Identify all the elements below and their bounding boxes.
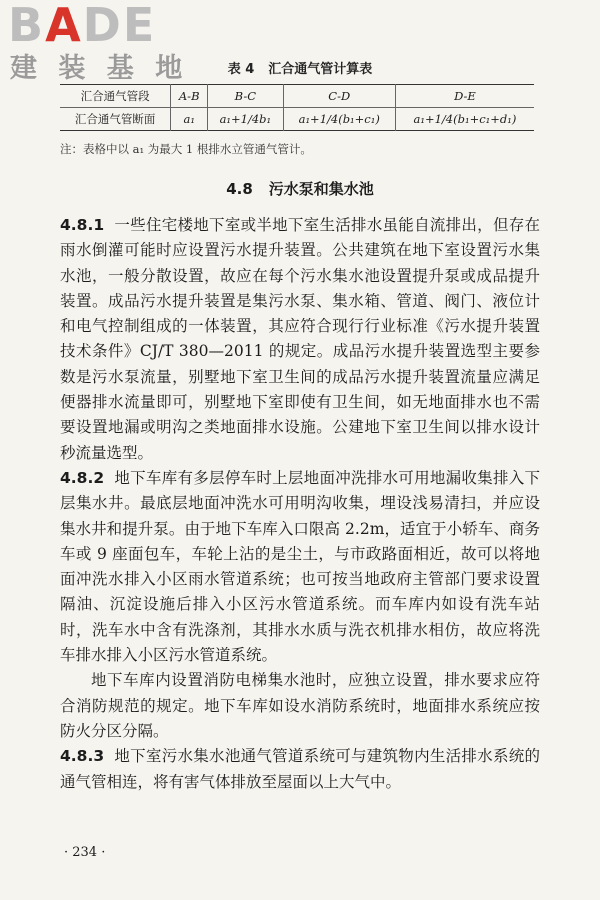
table-title: 汇合通气管计算表	[268, 62, 373, 77]
table-cell: a₁+1/4(b₁+c₁)	[283, 108, 395, 131]
table-row	[60, 108, 534, 131]
table-cell: A-B	[171, 85, 208, 108]
brand-logo	[6, 2, 196, 94]
section-number: 4.8	[226, 180, 253, 198]
logo-subtitle: 建 装 基 地	[10, 53, 189, 84]
clause-text: 地下车库有多层停车时上层地面冲洗排水可用地漏收集排入下层集水井。最底层地面冲洗水可用明沟收集，埋设浅易清扫，并应设集水井和提升泵。由于地下车库入口限高 2.2m，适宜于小轿车、商务车或 9 座面包车，车轮上沾的是尘土，与市政路面相近，故可以将地面冲洗水排入小区雨水管道系统；也可按当地政府主管部门要求设置隔油、沉淀设施后排入小区污水管道系统。而车库内如设有洗车站时，洗车水中含有洗涤剂，其排水水质与洗衣机排水相仿，故应将洗车排水排入小区污水管道系统。	[60, 468, 540, 665]
clause-text: 一些住宅楼地下室或半地下室生活排水虽能自流排出，但存在雨水倒灌可能时应设置污水提升装置。公共建筑在地下室设置污水集水池，一般分散设置，故应在每个污水集水池设置提升泵或成品提升装置。成品污水提升装置是集污水泵、集水箱、管道、阀门、液位计和电气控制组成的一体装置，其应符合现行行业标准《污水提升装置技术条件》CJ/T 380—2011 的规定。成品污水提升装置选型主要参数是污水泵流量，别墅地下室卫生间的成品污水提升装置流量应满足便器排水流量即可，别墅地下室即使有卫生间，如无地面排水也不需要设置地漏或明沟之类地面排水设施。公建地下室卫生间以排水设计秒流量选型。	[60, 216, 540, 462]
table-cell: D-E	[395, 85, 534, 108]
clause-number: 4.8.3	[60, 747, 105, 766]
clause-number: 4.8.1	[60, 216, 105, 234]
page-number: · 234 ·	[64, 845, 106, 860]
logo-wordmark	[8, 0, 157, 52]
table-cell: a₁+1/4b₁	[208, 108, 283, 131]
table-cell: C-D	[283, 85, 395, 108]
clause-paragraph	[60, 668, 540, 744]
table-number: 表 4	[227, 62, 255, 77]
clause-paragraph	[60, 466, 540, 668]
logo-prefix: B	[8, 0, 46, 52]
clause-number: 4.8.2	[60, 468, 105, 487]
body-text	[60, 213, 540, 795]
table-cell: 汇合通气管段	[60, 85, 171, 108]
table-cell: a₁	[171, 108, 208, 131]
vent-pipe-table	[60, 84, 534, 131]
logo-accent-letter: A	[45, 0, 83, 52]
clause-text: 地下室污水集水池通气管道系统可与建筑物内生活排水系统的通气管相连，将有害气体排放至屋面以上大气中。	[60, 747, 540, 791]
table-caption	[0, 58, 600, 77]
table-row	[60, 85, 534, 108]
clause-text: 地下车库内设置消防电梯集水池时，应独立设置，排水要求应符合消防规范的规定。地下车库如设水消防系统时，地面排水系统应按防火分区分隔。	[60, 671, 540, 740]
clause-paragraph	[60, 744, 540, 795]
clause-paragraph	[60, 213, 540, 466]
section-heading	[0, 178, 600, 199]
logo-suffix: DE	[82, 0, 157, 52]
table-cell: 汇合通气管断面	[74, 112, 156, 126]
section-title: 污水泵和集水池	[268, 180, 374, 198]
table-note: 注：表格中以 a₁ 为最大 1 根排水立管通气管计。	[60, 142, 312, 156]
table-cell: B-C	[208, 85, 283, 108]
table-cell: a₁+1/4(b₁+c₁+d₁)	[395, 108, 534, 131]
